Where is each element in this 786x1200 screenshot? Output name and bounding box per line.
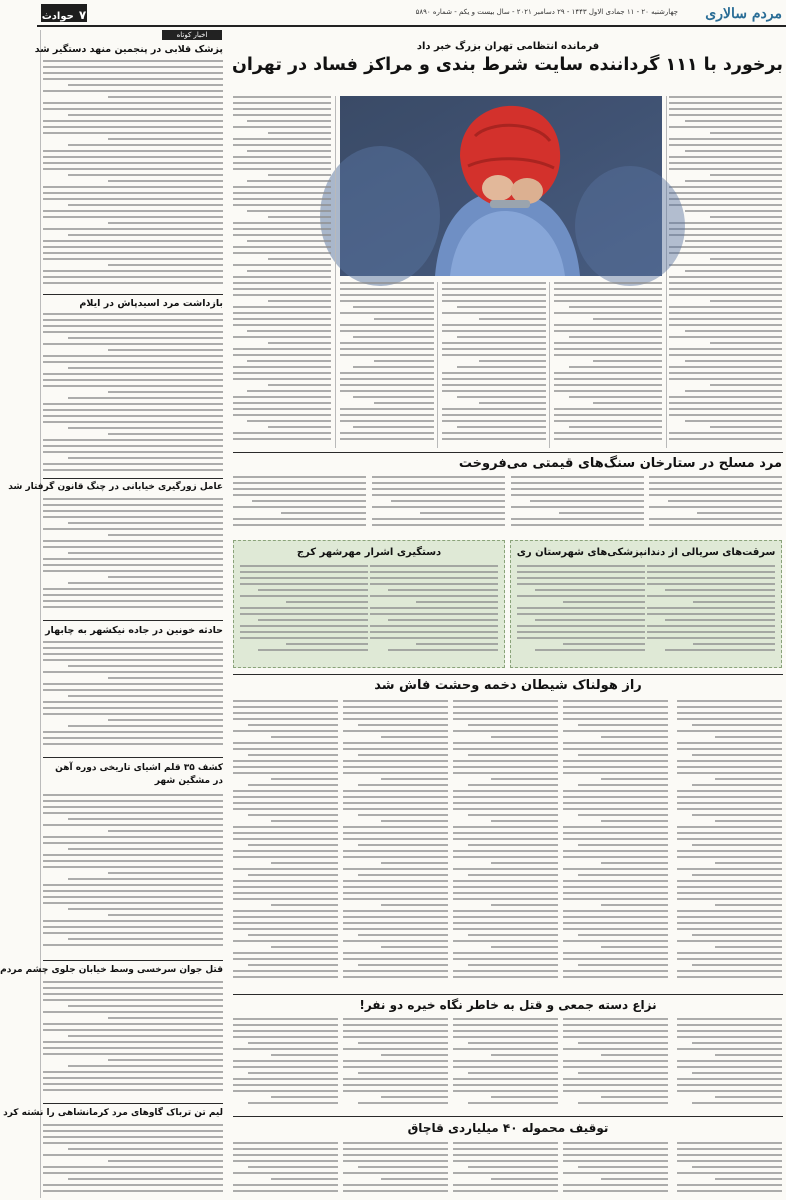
sidebar-item-title: عامل زورگیری خیابانی در چنگ قانون گرفتار شد — [8, 482, 223, 492]
sidebar-item-title: کشف ۳۵ قلم اشیای تاریخی دوره آهن در مشگین شهر — [55, 763, 223, 786]
story-title: دستگیری اشرار مهرشهر کرج — [296, 547, 442, 558]
story-body-column — [370, 565, 498, 663]
sidebar-item-body — [43, 498, 223, 616]
sidebar-item-body — [43, 1124, 223, 1196]
section-tag — [41, 4, 87, 22]
sidebar-item-title: پزشک قلابی در پنجمین منهد دستگیر شد — [34, 44, 223, 55]
story-body-column — [372, 476, 505, 534]
story-body-column — [563, 1018, 668, 1112]
story-body-column — [453, 1018, 558, 1112]
lead-body-column — [442, 282, 546, 448]
sidebar-item-body — [43, 981, 223, 1099]
story-title: مرد مسلح در ستارخان سنگ‌های قیمتی می‌فروخت — [458, 456, 782, 471]
story-body-column — [511, 476, 644, 534]
dateline: چهارشنبه ۲۰ - ۱۱ جمادی الاول ۱۴۴۳ - ۲۹ دسامبر ۲۰۲۱ - سال بیست و یکم - شماره ۵۸۹۰ — [415, 8, 678, 16]
sidebar-item-title: بازداشت مرد اسیدپاش در ایلام — [79, 298, 223, 309]
newspaper-logo-text: مردم سالاری — [705, 6, 782, 22]
story-title: توقیف محموله ۴۰ میلیاردی قاچاق — [407, 1121, 609, 1135]
story-body-column — [233, 1142, 338, 1196]
story-body-column — [647, 565, 775, 663]
story-body-column — [677, 700, 782, 988]
lead-headline: برخورد با ۱۱۱ گرداننده سایت شرط بندی و مراکز فساد در تهران — [231, 55, 783, 75]
story-body-column — [233, 1018, 338, 1112]
story-title: سرقت‌های سریالی از دندانپزشکی‌های شهرستان ری — [516, 547, 776, 558]
newspaper-logo — [684, 3, 782, 23]
story-body-column — [649, 476, 782, 534]
story-body-column — [453, 700, 558, 988]
story-body-column — [677, 1018, 782, 1112]
lead-body-column — [233, 96, 331, 448]
lead-body-column — [340, 282, 434, 448]
sidebar-item-body — [43, 313, 223, 475]
photo-graphic — [340, 96, 662, 276]
story-body-column — [240, 565, 368, 663]
sidebar-header — [162, 30, 222, 40]
sidebar-item-body — [43, 60, 223, 292]
story-body-column — [677, 1142, 782, 1196]
sidebar-item-title: لیم تن ترباک گاوهای مرد کرمانشاهی را نشته کرد — [3, 1108, 223, 1118]
sidebar-item-body — [43, 794, 223, 956]
story-box — [233, 540, 505, 668]
lead-body-column — [669, 96, 782, 448]
sidebar-header-label: اخبار کوتاه — [176, 31, 208, 39]
story-box — [510, 540, 782, 668]
page-number: ۷ — [78, 8, 87, 22]
story-body-column — [517, 565, 645, 663]
story-title: نزاع دسته جمعی و قتل به خاطر نگاه خیره دو نفر! — [359, 998, 657, 1012]
story-body-column — [233, 476, 366, 534]
lead-body-column — [554, 282, 662, 448]
story-body-column — [233, 700, 338, 988]
sidebar — [0, 30, 226, 1198]
page-header — [37, 0, 786, 27]
story-title: راز هولناک شیطان دخمه وحشت فاش شد — [374, 678, 642, 693]
story-body-column — [563, 700, 668, 988]
sidebar-item-body — [43, 641, 223, 753]
lead-kicker: فرمانده انتظامی تهران بزرگ خبر داد — [416, 41, 600, 52]
lead-photo — [340, 96, 662, 276]
sidebar-item-title: قتل جوان سرخسی وسط خیابان جلوی چشم مردم — [0, 965, 223, 975]
sidebar-item-title: حادثه خونین در جاده نیکشهر به چابهار — [45, 625, 223, 636]
story-body-column — [343, 1142, 448, 1196]
story-body-column — [343, 700, 448, 988]
story-body-column — [343, 1018, 448, 1112]
story-body-column — [563, 1142, 668, 1196]
section-label: حوادث — [41, 11, 74, 22]
story-body-column — [453, 1142, 558, 1196]
